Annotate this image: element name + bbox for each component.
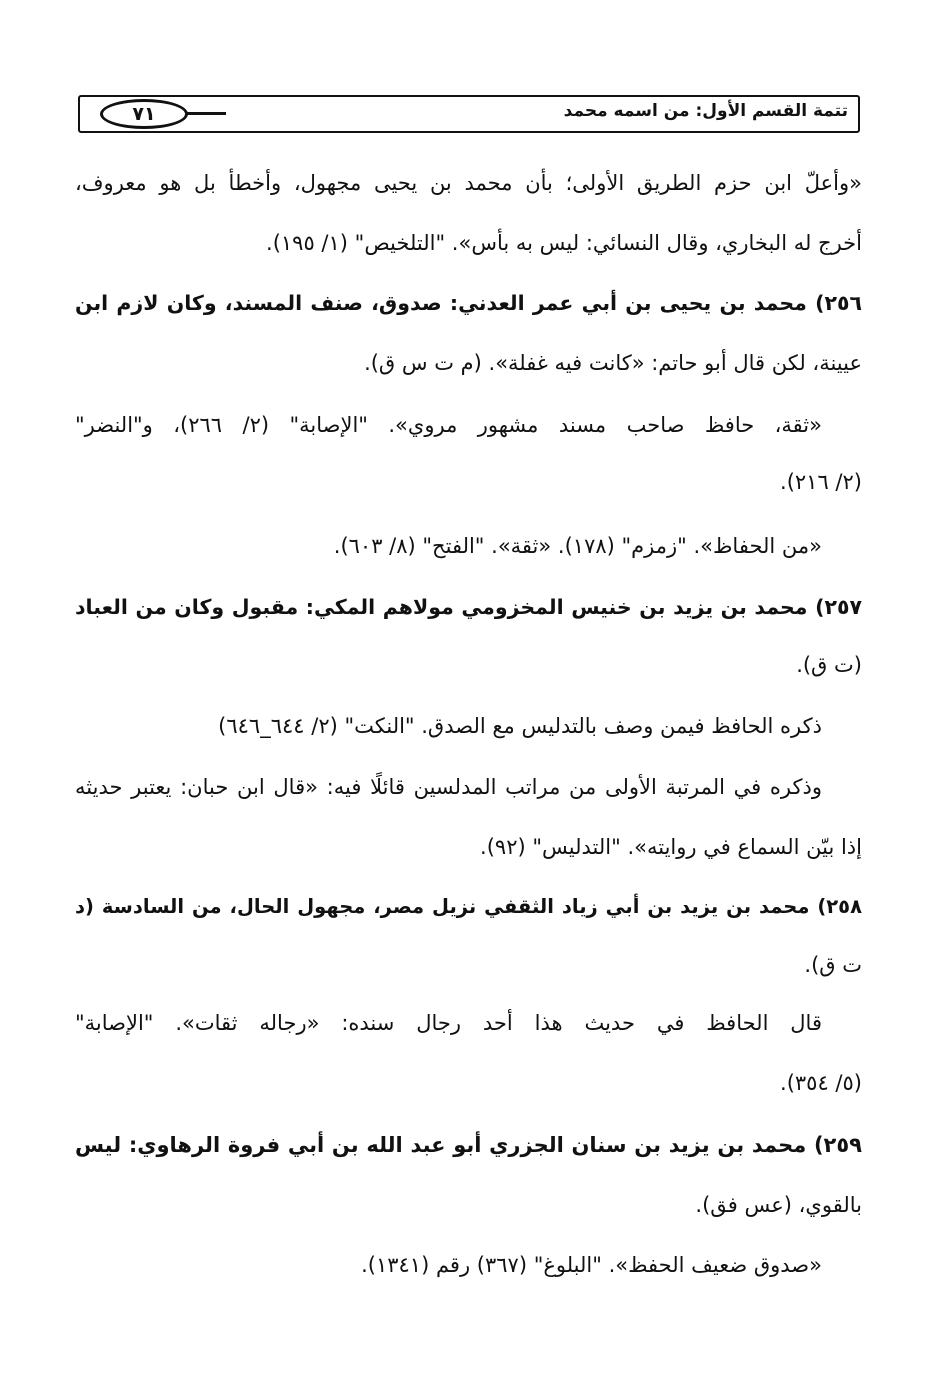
text-line: إذا بيّن السماع في روايته». "التدليس" (٩٢). bbox=[480, 835, 862, 859]
header-rule bbox=[186, 112, 226, 115]
text-line: «ثقة، حافظ صاحب مسند مشهور مروي». "الإصابة" (٢/ ٢٦٦)، و"النضر" bbox=[75, 413, 822, 437]
text-line: وذكره في المرتبة الأولى من مراتب المدلسين قائلًا فيه: «قال ابن حبان: يعتبر حديثه bbox=[75, 775, 822, 799]
text-line: (ت ق). bbox=[796, 653, 862, 677]
header-title: تتمة القسم الأول: من اسمه محمد bbox=[563, 101, 848, 121]
text-line: ت ق). bbox=[804, 953, 862, 977]
entry-256-line: ٢٥٦) محمد بن يحيى بن أبي عمر العدني: صدوق، صنف المسند، وكان لازم ابن bbox=[75, 291, 862, 315]
text-line: بالقوي، (عس فق). bbox=[695, 1193, 862, 1217]
text-line: (٥/ ٣٥٤). bbox=[780, 1071, 862, 1095]
entry-258-line: ٢٥٨) محمد بن يزيد بن أبي زياد الثقفي نزيل مصر، مجهول الحال، من السادسة (د bbox=[75, 895, 862, 918]
running-header bbox=[78, 95, 860, 133]
text-line: «وأعلّ ابن حزم الطريق الأولى؛ بأن محمد بن يحيى مجهول، وأخطأ بل هو معروف، bbox=[75, 171, 862, 195]
entry-259-line: ٢٥٩) محمد بن يزيد بن سنان الجزري أبو عبد الله بن أبي فروة الرهاوي: ليس bbox=[75, 1133, 862, 1157]
text-line: «صدوق ضعيف الحفظ». "البلوغ" (٣٦٧) رقم (١٣٤١). bbox=[361, 1253, 822, 1277]
text-line: أخرج له البخاري، وقال النسائي: ليس به بأس». "التلخيص" (١/ ١٩٥). bbox=[266, 231, 862, 255]
entry-257-line: ٢٥٧) محمد بن يزيد بن خنيس المخزومي مولاهم المكي: مقبول وكان من العباد bbox=[75, 595, 862, 619]
text-line: ذكره الحافظ فيمن وصف بالتدليس مع الصدق. "النكت" (٢/ ٦٤٤_٦٤٦) bbox=[218, 714, 822, 738]
text-line: «من الحفاظ». "زمزم" (١٧٨). «ثقة». "الفتح" (٨/ ٦٠٣). bbox=[333, 534, 822, 558]
page-number: ٧١ bbox=[100, 99, 188, 129]
text-line: قال الحافظ في حديث هذا أحد رجال سنده: «رجاله ثقات». "الإصابة" bbox=[75, 1011, 822, 1035]
text-line: عيينة، لكن قال أبو حاتم: «كانت فيه غفلة». (م ت س ق). bbox=[364, 351, 862, 375]
text-line: (٢/ ٢١٦). bbox=[780, 470, 862, 494]
